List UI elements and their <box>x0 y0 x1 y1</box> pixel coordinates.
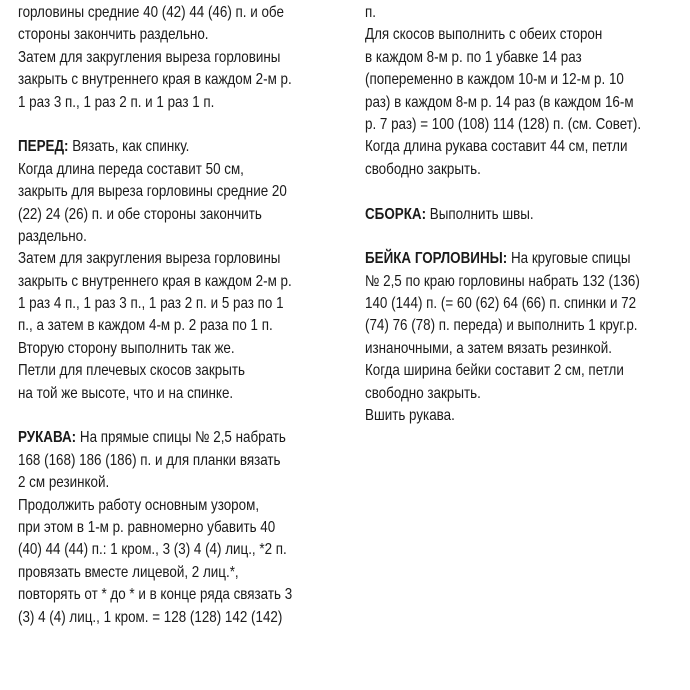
text-line: Для скосов выполнить с обеих сторон <box>365 26 603 44</box>
text-line: 168 (168) 186 (186) п. и для планки вязать <box>18 451 281 469</box>
neckband-heading: БЕЙКА ГОРЛОВИНЫ: <box>365 250 508 268</box>
paragraph-gap <box>365 181 685 203</box>
text-line: Вторую сторону выполнить так же. <box>18 339 235 357</box>
paragraph-gap <box>18 114 348 136</box>
text-line: закрыть для выреза горловины средние 20 <box>18 183 287 201</box>
text-line: в каждом 8-м р. по 1 убавке 14 раз <box>365 48 582 66</box>
text-line: Когда длина переда составит 50 см, <box>18 160 244 178</box>
text-line: п., а затем в каждом 4-м р. 2 раза по 1 п. <box>18 317 273 335</box>
text-line: горловины средние 40 (42) 44 (46) п. и обе <box>18 4 284 21</box>
sleeves-section-first-line <box>18 427 302 449</box>
paragraph-gap <box>365 226 685 248</box>
paragraph-gap <box>18 405 348 427</box>
text-line: Петли для плечевых скосов закрыть <box>18 362 245 380</box>
text-line: Затем для закругления выреза горловины <box>18 48 281 66</box>
text-line: Затем для закругления выреза горловины <box>18 250 281 268</box>
text-line: (22) 24 (26) п. и обе стороны закончить <box>18 205 262 223</box>
text-line: закрыть с внутреннего края в каждом 2-м р. <box>18 272 292 290</box>
neckband-first-line-text: На круговые спицы <box>507 250 631 268</box>
text-line: стороны закончить раздельно. <box>18 26 209 44</box>
sleeves-heading: РУКАВА: <box>18 429 77 447</box>
text-line: изнаночными, а затем вязать резинкой. <box>365 339 612 357</box>
assembly-section-line <box>365 204 640 226</box>
text-line: 1 раз 4 п., 1 раз 3 п., 1 раз 2 п. и 5 раз по 1 <box>18 295 284 313</box>
text-line: 1 раз 3 п., 1 раз 2 п. и 1 раз 1 п. <box>18 93 215 111</box>
text-line: закрыть с внутреннего края в каждом 2-м р. <box>18 71 292 89</box>
text-line: Когда ширина бейки составит 2 см, петли <box>365 362 624 380</box>
text-line: Продолжить работу основным узором, <box>18 496 260 514</box>
text-line: 140 (144) п. (= 60 (62) 64 (66) п. спинки и 72 <box>365 295 637 313</box>
text-line: на той же высоте, что и на спинке. <box>18 384 234 402</box>
text-line: свободно закрыть. <box>365 384 481 402</box>
front-first-line-text: Вязать, как спинку. <box>68 138 190 156</box>
left-column <box>18 2 348 629</box>
front-heading: ПЕРЕД: <box>18 138 69 156</box>
neckband-section-first-line <box>365 248 640 270</box>
text-line: раз) в каждом 8-м р. 14 раз (в каждом 16-м <box>365 93 634 111</box>
text-line: провязать вместе лицевой, 2 лиц.*, <box>18 563 239 581</box>
text-line: № 2,5 по краю горловины набрать 132 (136) <box>365 272 640 290</box>
text-line: Когда длина рукава составит 44 см, петли <box>365 138 628 156</box>
right-column <box>365 2 685 427</box>
text-line: (попеременно в каждом 10-м и 12-м р. 10 <box>365 71 624 89</box>
assembly-text: Выполнить швы. <box>426 205 534 223</box>
text-line: (40) 44 (44) п.: 1 кром., 3 (3) 4 (4) лиц., *2 п. <box>18 541 287 559</box>
text-line: при этом в 1-м р. равномерно убавить 40 <box>18 518 276 536</box>
text-line: Вшить рукава. <box>365 407 455 425</box>
text-line: свободно закрыть. <box>365 160 481 178</box>
text-line: повторять от * до * и в конце ряда связать 3 <box>18 586 293 604</box>
text-line: (74) 76 (78) п. переда) и выполнить 1 круг.р. <box>365 317 638 335</box>
text-line: п. <box>365 4 376 21</box>
text-line: (3) 4 (4) лиц., 1 кром. = 128 (128) 142 (142) <box>18 608 283 626</box>
sleeves-first-line-text: На прямые спицы № 2,5 набрать <box>76 429 286 447</box>
text-line: раздельно. <box>18 227 87 245</box>
front-section-first-line <box>18 136 302 158</box>
text-line: р. 7 раз) = 100 (108) 114 (128) п. (см. Совет). <box>365 115 642 133</box>
text-line: 2 см резинкой. <box>18 474 110 492</box>
assembly-heading: СБОРКА: <box>365 205 427 223</box>
